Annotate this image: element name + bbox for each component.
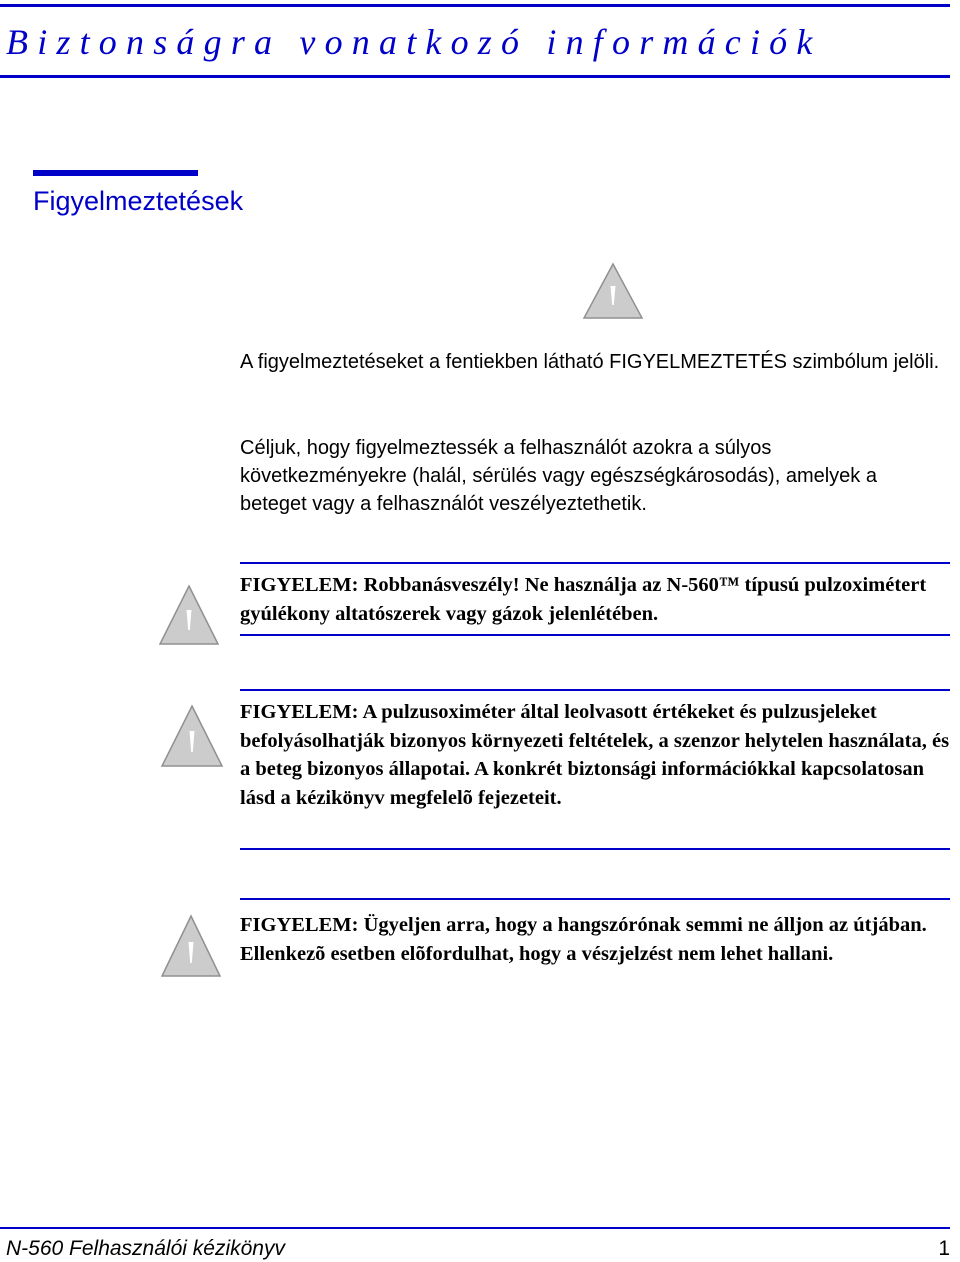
warning-triangle-icon <box>160 704 224 768</box>
footer-manual-title: N-560 Felhasználói kézikönyv <box>6 1237 285 1260</box>
warning-2-body: A pulzusoximéter által leolvasott értékeket és pulzusjeleket befolyásolhatják bizonyos környezeti feltételek, a szenzor helytelen használata, és a beteg bizonyos állapotai. A konkrét biztonsági információkkal kapcsolatosan lásd a kézikönyv megfelelõ fejezeteit. <box>240 701 950 809</box>
warning-1-body: Ne használja az N-560™ típusú pulzoximétert gyúlékony altatószerek vagy gázok jelenlétében. <box>240 574 927 625</box>
section-accent-bar <box>33 170 198 176</box>
header-top-rule <box>0 4 950 7</box>
warning-1-label: FIGYELEM: Robbanásveszély! <box>240 574 520 596</box>
warning-triangle-icon <box>160 914 222 978</box>
warning-1-text <box>240 571 950 628</box>
warning-triangle-icon <box>158 584 220 646</box>
warning-2-label: FIGYELEM: <box>240 701 359 723</box>
section-title: Figyelmeztetések <box>33 186 244 216</box>
header-bottom-rule <box>0 75 950 78</box>
intro-paragraph-2: Céljuk, hogy figyelmeztessék a felhasználót azokra a súlyos következményekre (halál, sérülés vagy egészségkárosodás), amelyek a beteget vagy a felhasználót veszélyeztethetik. <box>240 437 877 515</box>
warning-2-text <box>240 698 950 812</box>
warning-1-top-rule <box>240 562 950 564</box>
page-title: Biztonságra vonatkozó információk <box>6 22 822 62</box>
warning-3-body: Ügyeljen arra, hogy a hangszórónak semmi ne álljon az útjában. Ellenkezõ esetben elõfordulhat, hogy a vészjelzést nem lehet hallani. <box>240 914 927 965</box>
warning-triangle-icon <box>582 262 644 320</box>
warning-1-bottom-rule <box>240 634 950 636</box>
footer-page-number: 1 <box>938 1237 950 1260</box>
warning-3-label: FIGYELEM: <box>240 914 359 936</box>
warning-3-text <box>240 911 950 968</box>
warning-3-top-rule <box>240 898 950 900</box>
warning-2-bottom-rule <box>240 848 950 850</box>
warning-2-top-rule <box>240 689 950 691</box>
intro-paragraph-1: A figyelmeztetéseket a fentiekben látható FIGYELMEZTETÉS szimbólum jelöli. <box>240 351 940 373</box>
footer-rule <box>0 1227 950 1229</box>
